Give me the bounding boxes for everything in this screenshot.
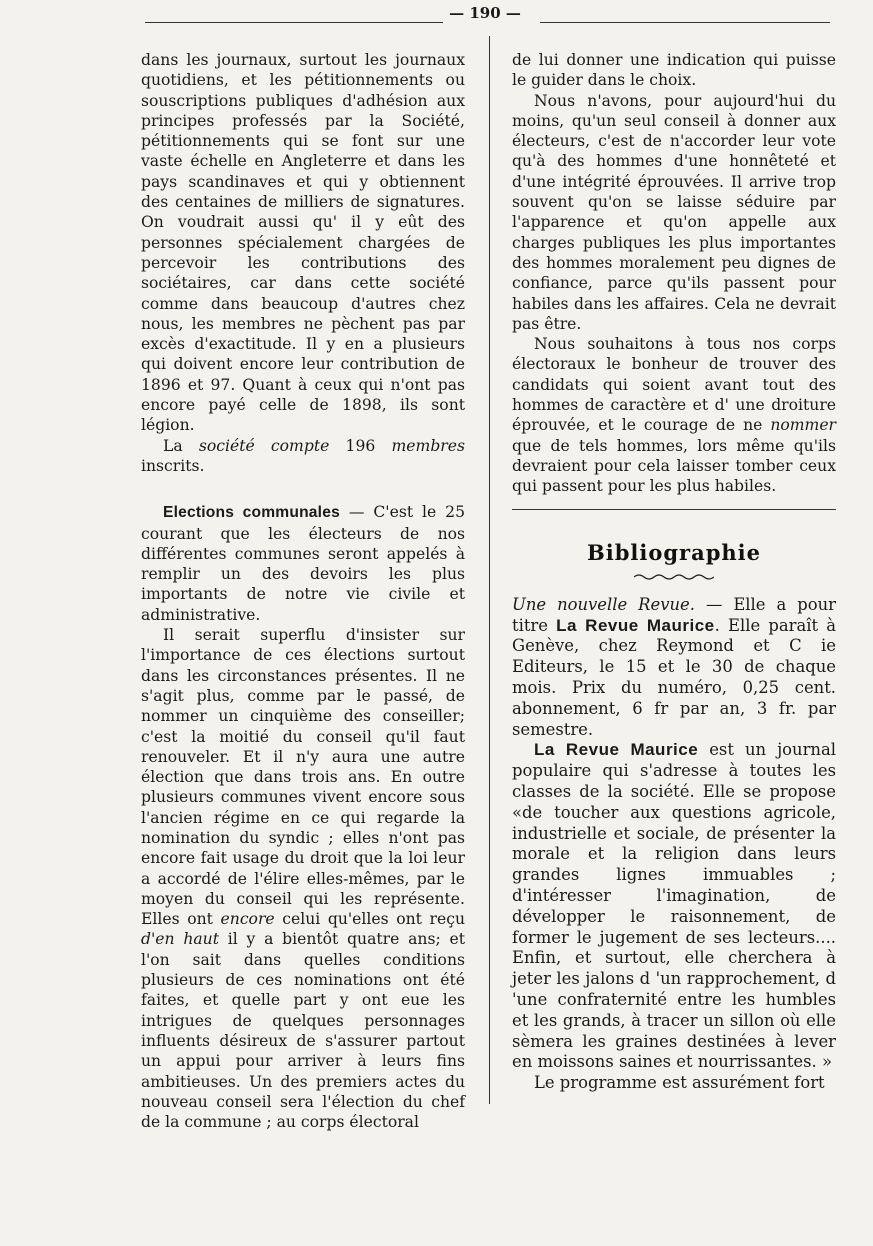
paragraph-elections-intro [141,502,465,625]
elections-body-b: celui qu'elles ont reçu [274,910,466,929]
right-column [512,50,836,1094]
paragraph-new-revue [512,595,836,741]
members-text-c: inscrits. [141,456,205,475]
paragraph-advice: Nous n'avons, pour aujourd'hui du moins, qu'un seul conseil à donner aux électeurs, c'est de n'accorder leur vote qu'à des hommes d'une honnêteté et d'une intégrité éprouvées. Il arrive trop souvent qu'on se laisse séduire par l'apparence et qu'on appelle aux charges publiques les plus importantes des hommes moralement peu dignes de confiance, parce qu'ils passent pour habiles dans les affaires. Cela ne devrait pas être. [512,91,836,333]
paragraph-revue-description [512,740,836,1073]
revue-name-2: La Revue Maurice [534,740,699,760]
bibliographie-heading: Bibliographie [586,539,762,565]
header-rule-left [145,22,443,23]
section-separator [512,509,836,510]
page-number: — 190 — [449,4,521,22]
paragraph-wishes [512,334,836,496]
column-divider [489,36,490,1104]
paragraph-elections-continued: de lui donner une indication qui puisse le guider dans le choix. [512,51,836,90]
header-rule-right [540,22,830,23]
bibliographie-body [512,595,836,1094]
ornament-wave-icon [634,573,714,581]
paragraph-programme: Le programme est assurément fort [534,1073,825,1093]
elections-italic-encore: encore [220,910,275,929]
paragraph-elections-body [141,625,465,1132]
wishes-text-b: que de tels hommes, lors même qu'ils devraient pour cela laisser tomber ceux qui passent pour les plus habiles. [512,436,836,496]
new-revue-italic: Une nouvelle Revue. [512,594,695,614]
members-italic: société compte [198,436,330,455]
revue-description-text: est un journal populaire qui s'adresse à toutes les classes de la société. Elle se propose «de toucher aux questions agricole, industrielle et sociale, de présenter la morale et la religion dans leurs grandes lignes immuables ; d'intéresser l'imagination, de développer le raisonnement, de former le jugement de ses lecteurs.... Enfin, et surtout, elle cherchera à jeter les jalons d 'un rapprochement, d 'une confraternité entre les humbles et les grands, à tracer un sillon où elle sèmera les graines destinées à lever en moissons saines et nourrissantes. » [512,740,837,1072]
members-number: 196 [329,436,392,455]
new-revue-text-a: — Elle a pour titre [512,594,836,635]
elections-body-a: Il serait superflu d'insister sur l'importance de ces élections surtout dans les circonstances présentes. Il ne s'agit plus, comme par le passé, de nommer un cinquième des conseiller; c'est la moitié du conseil qu'il faut renouveler. Et il n'y aura une autre élection que dans trois ans. En outre plusieurs communes vivent encore sous l'ancien régime en ce qui regarde la nomination du syndic ; elles n'ont pas encore fait usage du droit que la loi leur a accordé de l'élire elles-mêmes, par le moyen du conseil qui les représente. Elles ont [141,626,465,929]
elections-italic-haut: d'en haut [141,930,219,949]
wishes-italic: nommer [770,416,836,435]
elections-body-c: il y a bientôt quatre ans; et l'on sait dans quelles conditions plusieurs de ces nominations ont été faites, et quelle part y ont eue les intrigues de quelques personnages influents désireux de s'assurer partout un appui pour arriver à leurs fins ambitieuses. Un des premiers actes du nouveau conseil sera l'élection du chef de la commune ; au corps électoral [141,930,465,1132]
members-italic-2: membres [391,436,465,455]
paragraph-members-count [141,436,465,477]
elections-intro-text: — C'est le 25 courant que les électeurs de nos différentes communes seront appelés à remplir un des devoirs les plus importants de notre vie civile et administrative. [141,503,465,624]
wishes-text-a: Nous souhaitons à tous nos corps électoraux le bonheur de trouver des candidats qui soient avant tout des hommes de caractère et d' une droiture éprouvée, et le courage de ne [512,335,836,435]
new-revue-text-b: . Elle paraît à Genève, chez Reymond et C ie Editeurs, le 15 et le 30 de chaque mois. Prix du numéro, 0,25 cent. abonnement, 6 fr par an, 3 fr. par semestre. [512,615,837,739]
members-text-a: La [163,436,199,455]
elections-heading: Elections communales [163,504,340,522]
paragraph-society-continued: dans les journaux, surtout les journaux quotidiens, et les pétitionnements ou souscriptions publiques d'adhésion aux principes professés par la Société, pétitionnements qui se font sur une vaste échelle en Angleterre et dans les pays scandinaves et qui y obtiennent des centaines de milliers de signatures. On voudrait aussi qu' il y eût des personnes spécialement chargées de percevoir les contributions des sociétaires, car dans cette société comme dans beaucoup d'autres chez nous, les membres ne pèchent pas par excès d'exactitude. Il y en a plusieurs qui doivent encore leur contribution de 1896 et 97. Quant à ceux qui n'ont pas encore payé celle de 1898, ils sont légion. [141,51,465,435]
revue-name: La Revue Maurice [556,615,715,635]
left-column [141,50,465,1132]
